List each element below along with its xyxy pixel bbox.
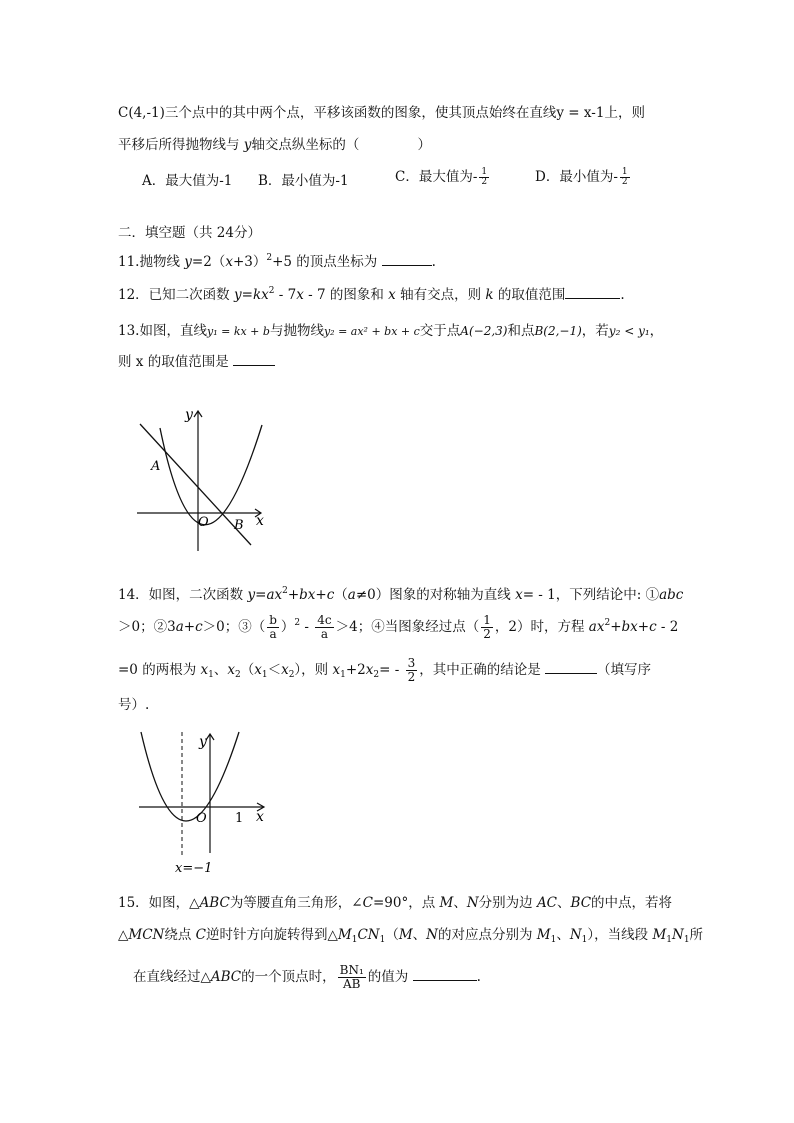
q10-line2: 平移后所得抛物线与 y轴交点纵坐标的（ ） xyxy=(118,137,431,153)
question-14-line4: 号）. xyxy=(118,697,150,713)
question-14-line3: =0 的两根为 $x_1$、$x_2(x_1<x_2)$，则 $x_1+2x_2=$ - $\frac{3}{2}$ ，其中正确的结论是 （填写序 xyxy=(118,656,651,684)
fraction: $\frac{\text{BN₁}}{AB}$ xyxy=(339,963,364,991)
q10-option-d: D．最小值为- $\frac{1}{2}$ xyxy=(535,167,628,187)
question-14-line2: ＞0；②3a+c＞0；③（ $\frac{b}{a}$ ）$^2$ - $\frac{4c}{a}$ ＞4；④当图象经过点（ $\frac{1}{2}$ ，2）时，方程 $ax^2+bx+c - 2$ xyxy=(118,613,679,641)
parabola-curve xyxy=(141,732,239,821)
fraction-one-half: $\frac{1}{2}$ xyxy=(621,167,628,187)
figure-14 xyxy=(135,728,285,878)
answer-blank xyxy=(382,253,432,266)
answer-blank xyxy=(545,661,597,674)
y-axis xyxy=(206,734,214,853)
q10-option-a: A．最大值为-1 xyxy=(142,173,233,189)
y-axis xyxy=(194,411,202,551)
fraction: $\frac{4c}{a}$ xyxy=(317,613,332,641)
section-title: 二．填空题（共 24分） xyxy=(118,225,261,241)
q10-option-b: B．最小值为-1 xyxy=(258,173,349,189)
question-15-line2: △MCN绕点 C逆时针方向旋转得到$\triangle M_1CN_1(M$、N的对应点分别为 $M_1$、$N_1$），当线段 $M_1N_1$所 xyxy=(118,927,704,945)
answer-blank xyxy=(413,968,477,981)
fraction-one-half: $\frac{1}{2}$ xyxy=(481,167,488,187)
figure-13 xyxy=(135,405,275,555)
q10-line1: C(4,-1)三个点中的其中两个点，平移该函数的图象，使其顶点始终在直线y = x-1上，则 xyxy=(118,105,645,121)
origin-label: O xyxy=(198,515,209,530)
question-15-line1: 15．如图，△ABC为等腰直角三角形，∠C=90°，点 M、N分别为边 AC、BC的中点，若将 xyxy=(118,895,673,911)
tick-1-label: 1 xyxy=(235,811,244,826)
q10-option-c: C．最大值为- $\frac{1}{2}$ xyxy=(395,167,488,187)
x-axis-label: x xyxy=(256,809,264,825)
fraction: $\frac{b}{a}$ xyxy=(269,613,277,641)
point-a-label: A xyxy=(151,459,161,474)
answer-blank xyxy=(233,353,275,366)
question-13-line1: 13.如图，直线y₁ = kx + b与抛物线y₂ = ax² + bx + c交于点A(−2,3)和点B(2,−1)，若y₂ < y₁， xyxy=(118,323,664,339)
question-11: 11.抛物线 $y=2(x+3)^2+5$ 的顶点坐标为 . xyxy=(118,253,436,270)
origin-label: O xyxy=(196,811,207,826)
y-axis-label: y xyxy=(185,407,193,423)
parabola-curve xyxy=(160,425,262,525)
point-b-label: B xyxy=(234,518,244,533)
answer-blank xyxy=(565,286,620,299)
symmetry-axis-label: x=−1 xyxy=(175,861,213,876)
x-axis xyxy=(139,803,264,811)
question-12: 12．已知二次函数 $y=kx^2 - 7x - 7$ 的图象和 x 轴有交点，则 k 的取值范围 . xyxy=(118,286,625,303)
fraction: $\frac{3}{2}$ xyxy=(407,656,416,684)
question-15-line3: 在直线经过△ABC的一个顶点时， $\frac{\text{BN₁}}{AB}$ 的值为 . xyxy=(133,963,481,991)
x-axis-label: x xyxy=(256,513,264,529)
question-14-line1: 14．如图，二次函数 $y=ax^2+bx+c(a\ne 0)$图象的对称轴为直线 x= - 1，下列结论中: ①abc xyxy=(118,586,684,603)
question-13-line2: 则 x 的取值范围是 xyxy=(118,353,275,371)
fraction: $\frac{1}{2}$ xyxy=(483,613,491,641)
y-axis-label: y xyxy=(199,734,207,750)
